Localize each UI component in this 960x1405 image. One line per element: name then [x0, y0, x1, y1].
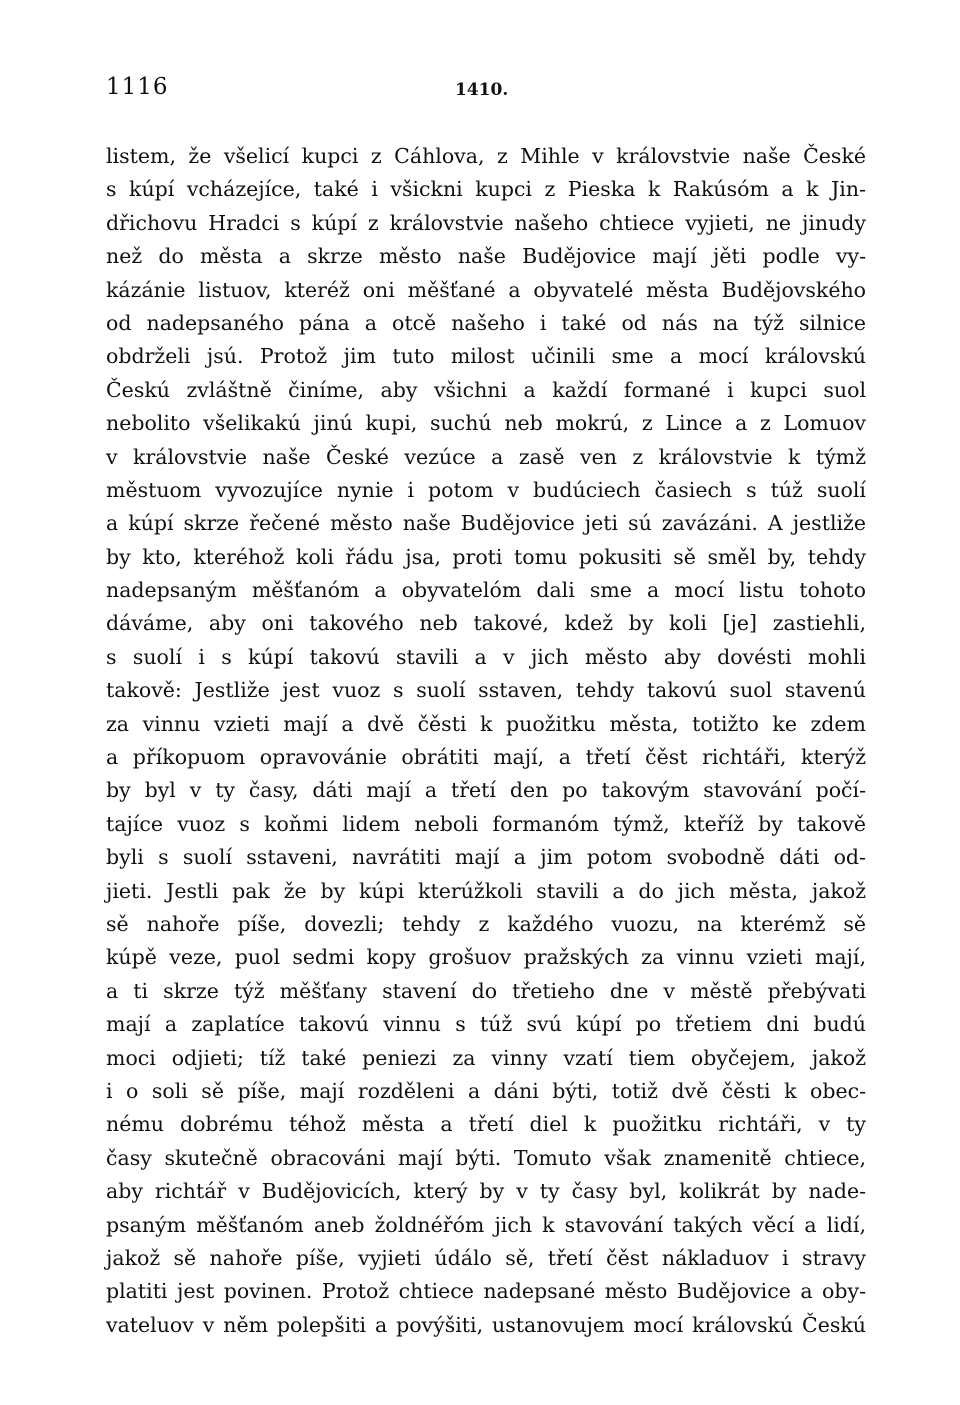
text-line: vateluov v něm polepšiti a povýšiti, ustanovujem mocí královskú Českú — [106, 1312, 866, 1337]
text-line: jieti. Jestli pak že by kúpi kterúžkoli stavili a do jich města, jakož — [106, 878, 866, 903]
text-line: nadepsaným měšťanóm a obyvatelóm dali sme a mocí listu tohoto — [106, 578, 866, 603]
text-line: Českú zvláštně činíme, aby všichni a každí formané i kupci suol — [106, 377, 866, 402]
text-line: aby richtář v Budějovicích, který by v ty časy byl, kolikrát by nade- — [106, 1179, 866, 1204]
running-header-year: 1410. — [455, 80, 509, 100]
text-line: byli s suolí sstaveni, navrátiti mají a jim potom svobodně dáti od- — [106, 845, 866, 870]
text-line: a ti skrze týž měšťany stavení do třetieho dne v městě přebývati — [106, 978, 866, 1003]
text-line: kúpě veze, puol sedmi kopy grošuov pražských za vinnu vzieti mají, — [106, 945, 866, 970]
text-line: takově: Jestliže jest vuoz s suolí sstaven, tehdy takovú suol stavenú — [106, 678, 866, 703]
text-line: by kto, kteréhož koli řádu jsa, proti tomu pokusiti sě směl by, tehdy — [106, 544, 866, 569]
text-line: městuom vyvozujíce nynie i potom v budúciech časiech s túž suolí — [106, 477, 866, 502]
text-line: by byl v ty časy, dáti mají a třetí den po takovým stavování počí- — [106, 778, 866, 803]
text-line: obdrželi jsú. Protož jim tuto milost učinili sme a mocí královskú — [106, 344, 866, 369]
text-line: nému dobrému téhož města a třetí diel k puožitku richtáři, v ty — [106, 1112, 866, 1137]
text-line: za vinnu vzieti mají a dvě čěsti k puožitku města, totižto ke zdem — [106, 711, 866, 736]
text-line: dáváme, aby oni takového neb takové, kdež by koli [je] zastiehli, — [106, 611, 866, 636]
text-line: kázánie listuov, kteréž oni měšťané a obyvatelé města Budějovského — [106, 277, 866, 302]
text-line: listem, že všelicí kupci z Cáhlova, z Mihle v královstvie naše České — [106, 144, 866, 168]
text-line: i o soli sě píše, mají rozděleni a dáni býti, totiž dvě čěsti k obec- — [106, 1078, 866, 1103]
text-line: a příkopuom opravovánie obrátiti mají, a třetí čěst richtáři, kterýž — [106, 745, 866, 770]
text-line: platiti jest povinen. Protož chtiece nadepsané město Budějovice a oby- — [106, 1279, 866, 1304]
text-line: s kúpí vcházejíce, také i všickni kupci z Pieska k Rakúsóm a k Jin- — [106, 177, 866, 202]
page-number: 1116 — [106, 74, 169, 100]
body-text — [106, 140, 866, 1342]
text-line: moci odjieti; tíž také peniezi za vinny vzatí tiem obyčejem, jakož — [106, 1045, 866, 1070]
text-line: mají a zaplatíce takovú vinnu s túž svú kúpí po třetiem dni budú — [106, 1012, 866, 1037]
text-line: než do města a skrze město naše Budějovice mají jěti podle vy- — [106, 244, 866, 269]
text-line: tajíce vuoz s koňmi lidem neboli formanóm týmž, kteříž by takově — [106, 811, 866, 836]
text-line: časy skutečně obracováni mají býti. Tomuto však znamenitě chtiece, — [106, 1145, 866, 1170]
text-line: dřichovu Hradci s kúpí z královstvie našeho chtiece vyjieti, ne jinudy — [106, 210, 866, 235]
text-line: psaným měšťanóm aneb žoldnéřóm jich k stavování takých věcí a lidí, — [106, 1212, 866, 1237]
text-line: s suolí i s kúpí takovú stavili a v jich město aby dovésti mohli — [106, 644, 866, 669]
text-line: v královstvie naše České vezúce a zasě ven z královstvie k týmž — [106, 444, 866, 469]
text-line: sě nahoře píše, dovezli; tehdy z každého vuozu, na kterémž sě — [106, 911, 866, 936]
text-line: jakož sě nahoře píše, vyjieti údálo sě, třetí čěst nákladuov i stravy — [106, 1245, 866, 1270]
text-line: nebolito všelikakú jinú kupi, suchú neb mokrú, z Lince a z Lomuov — [106, 411, 866, 436]
text-line: od nadepsaného pána a otcě našeho i také od nás na týž silnice — [106, 310, 866, 335]
text-line: a kúpí skrze řečené město naše Budějovice jeti sú zavázáni. A jestliže — [106, 511, 866, 536]
